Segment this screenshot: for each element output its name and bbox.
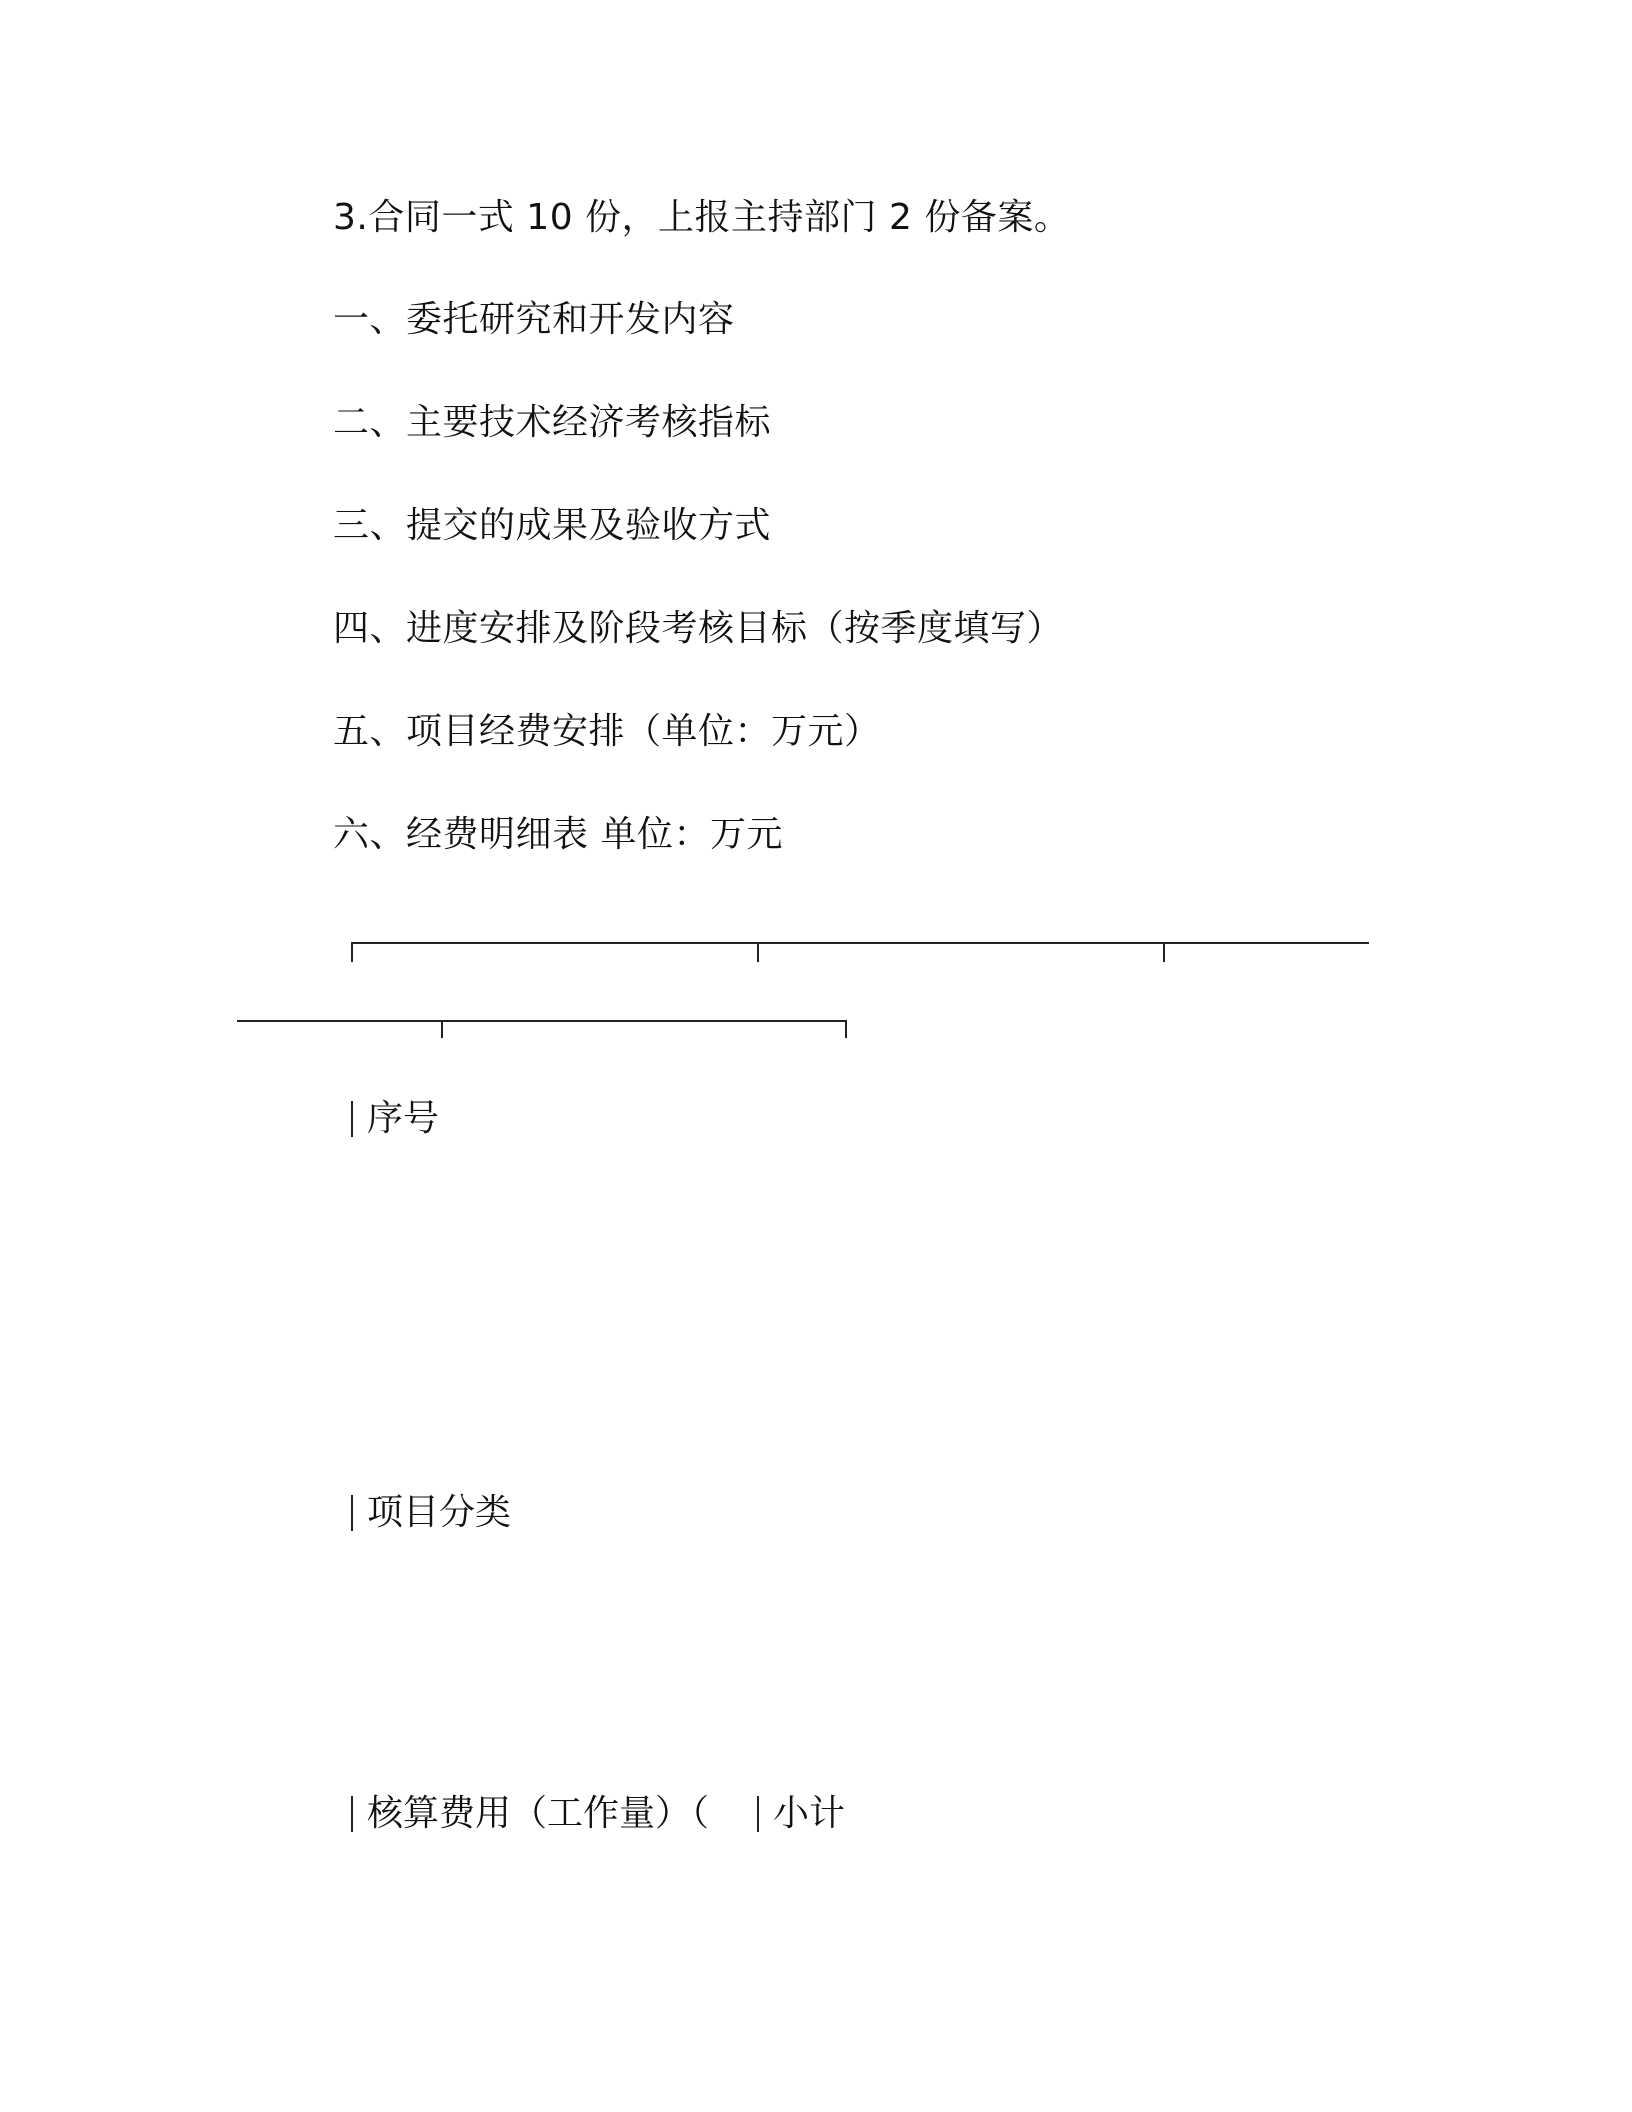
cell-border: [351, 1796, 353, 1832]
table-header-cost: 核算费用（工作量）（: [367, 1793, 710, 1834]
table-header-category: 项目分类: [367, 1492, 512, 1533]
heading-research-content: 一、委托研究和开发内容: [333, 299, 735, 340]
table-tick: [351, 942, 353, 962]
heading-expense-detail: 六、经费明细表 单位：万元: [333, 814, 783, 855]
table-header-subtotal: 小计: [773, 1793, 846, 1834]
table-tick: [845, 1020, 847, 1038]
table-header-seq: 序号: [367, 1098, 440, 1139]
cell-border: [351, 1495, 353, 1531]
table-tick: [441, 1020, 443, 1038]
table-second-rule: [237, 1020, 847, 1022]
heading-deliverables: 三、提交的成果及验收方式: [333, 505, 772, 546]
heading-schedule: 四、进度安排及阶段考核目标（按季度填写）: [333, 608, 1064, 649]
table-top-rule: [351, 942, 1369, 944]
table-tick: [1163, 942, 1165, 962]
cell-border: [757, 1796, 759, 1832]
cell-border: [351, 1101, 353, 1137]
heading-tech-indicators: 二、主要技术经济考核指标: [333, 402, 772, 443]
heading-funding: 五、项目经费安排（单位：万元）: [333, 711, 881, 752]
line-contract-copies: 3.合同一式 10 份，上报主持部门 2 份备案。: [333, 197, 1071, 238]
table-tick: [757, 942, 759, 962]
